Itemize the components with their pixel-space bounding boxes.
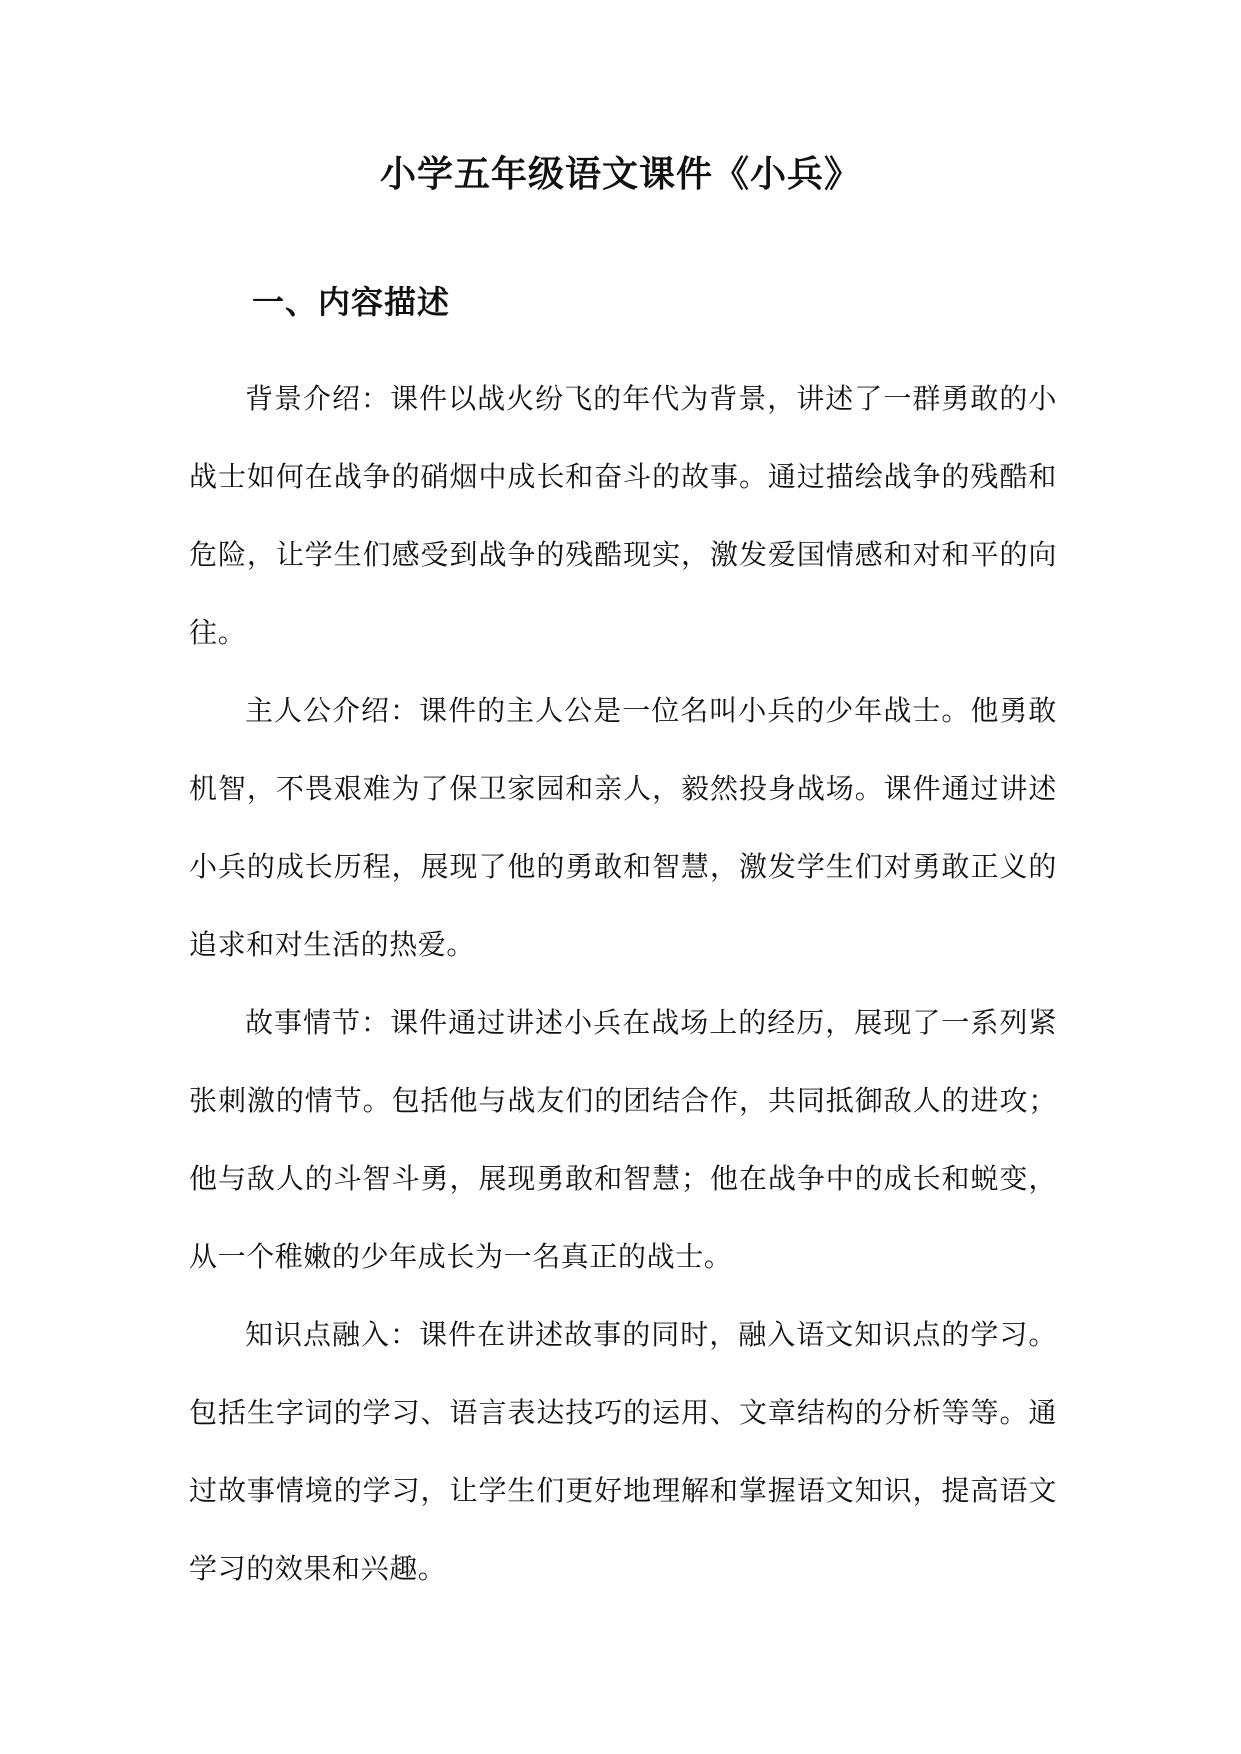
document-title: 小学五年级语文课件《小兵》: [379, 154, 861, 195]
paragraph-plot: 故事情节：课件通过讲述小兵在战场上的经历，展现了一系列紧张刺激的情节。包括他与战友们的团结合作，共同抵御敌人的进攻；他与敌人的斗智斗勇，展现勇敢和智慧；他在战争中的成长和蜕变，从一个稚嫩的少年成长为一名真正的战士。: [189, 1006, 1057, 1273]
paragraph-protagonist: 主人公介绍：课件的主人公是一位名叫小兵的少年战士。他勇敢机智，不畏艰难为了保卫家园和亲人，毅然投身战场。课件通过讲述小兵的成长历程，展现了他的勇敢和智慧，激发学生们对勇敢正义的追求和对生活的热爱。: [189, 694, 1057, 961]
section-heading: 一、内容描述: [252, 283, 451, 321]
paragraph-background: 背景介绍：课件以战火纷飞的年代为背景，讲述了一群勇敢的小战士如何在战争的硝烟中成长和奋斗的故事。通过描绘战争的残酷和危险，让学生们感受到战争的残酷现实，激发爱国情感和对和平的向往。: [189, 382, 1057, 649]
section-body: [189, 360, 1057, 1608]
paragraph-knowledge-points: 知识点融入：课件在讲述故事的同时，融入语文知识点的学习。包括生字词的学习、语言表达技巧的运用、文章结构的分析等等。通过故事情境的学习，让学生们更好地理解和掌握语文知识，提高语文学习的效果和兴趣。: [189, 1318, 1057, 1585]
